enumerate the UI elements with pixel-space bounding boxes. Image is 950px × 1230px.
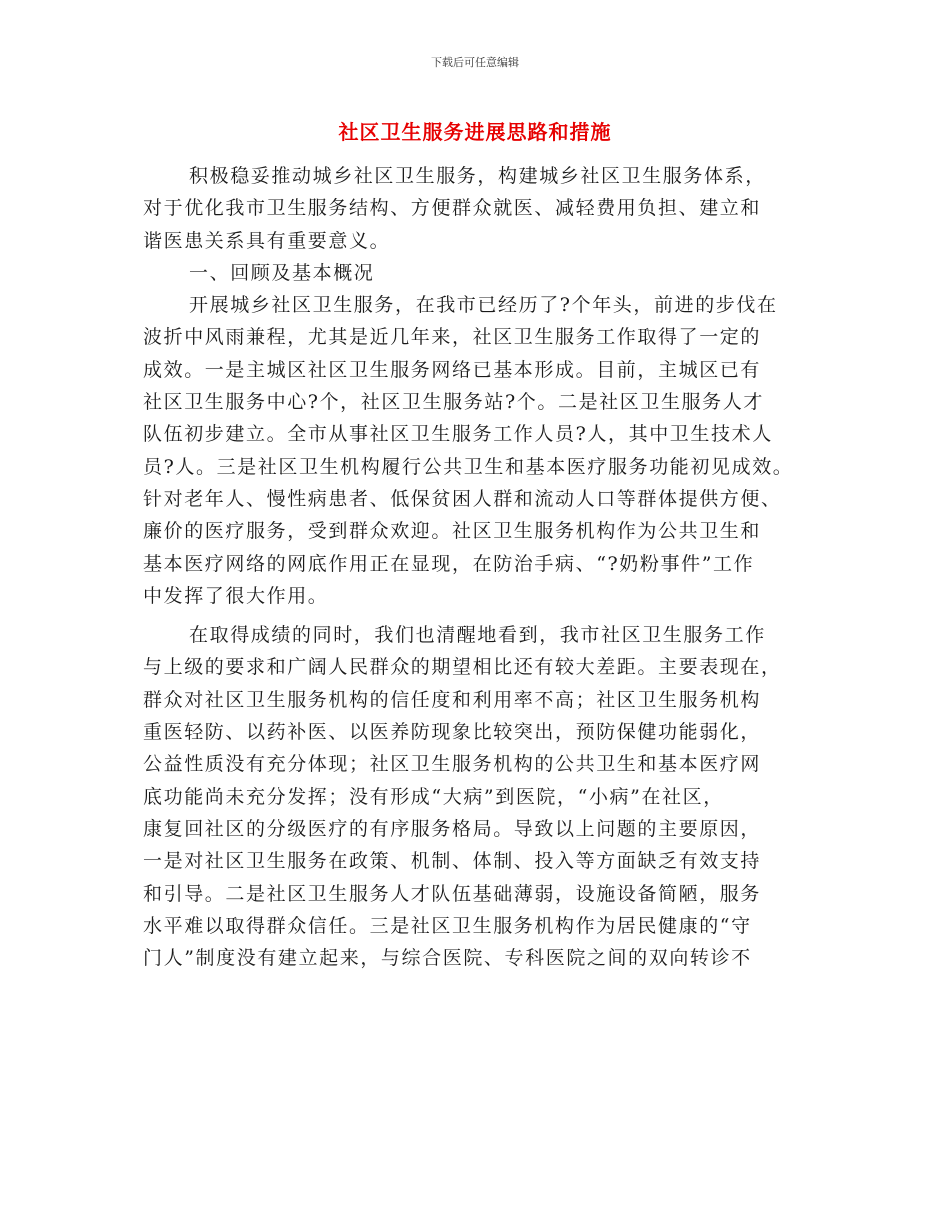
document-title: 社区卫生服务进展思路和措施 [338,120,612,144]
header-note: 下载后可任意编辑 [431,56,519,69]
text-line: 中发挥了很大作用。 [143,584,329,607]
text-line: 公益性质没有充分体现；社区卫生服务机构的公共卫生和基本医疗网 [143,753,762,776]
text-line: 对于优化我市卫生服务结构、方便群众就医、减轻费用负担、建立和 [143,197,762,220]
text-line: 波折中风雨兼程，尤其是近几年来，社区卫生服务工作取得了一定的 [143,326,762,349]
text-line: 与上级的要求和广阔人民群众的期望相比还有较大差距。主要表现在， [143,656,782,679]
text-line: 员?人。三是社区卫生机构履行公共卫生和基本医疗服务功能初见成效。 [143,455,794,478]
text-line: 基本医疗网络的网底作用正在显现，在防治手病、“?奶粉事件”工作 [143,552,755,575]
text-line: 开展城乡社区卫生服务，在我市已经历了?个年头，前进的步伐在 [189,294,778,317]
text-line: 门人”制度没有建立起来，与综合医院、专科医院之间的双向转诊不 [143,947,752,970]
text-line: 康复回社区的分级医疗的有序服务格局。导致以上问题的主要原因， [143,817,762,840]
text-line: 队伍初步建立。全市从事社区卫生服务工作人员?人，其中卫生技术人 [143,423,773,446]
text-line: 群众对社区卫生服务机构的信任度和利用率不高；社区卫生服务机构 [143,688,762,711]
text-line: 廉价的医疗服务，受到群众欢迎。社区卫生服务机构作为公共卫生和 [143,520,762,543]
text-line: 谐医患关系具有重要意义。 [143,229,391,252]
text-line: 重医轻防、以药补医、以医养防现象比较突出，预防保健功能弱化， [143,721,762,744]
document-body [143,160,823,974]
text-line: 社区卫生服务中心?个，社区卫生服务站?个。二是社区卫生服务人才 [143,391,764,414]
text-line: 积极稳妥推动城乡社区卫生服务，构建城乡社区卫生服务体系， [189,165,766,187]
text-line: 成效。一是主城区社区卫生服务网络已基本形成。目前，主城区已有 [143,358,762,381]
text-line: 在取得成绩的同时，我们也清醒地看到，我市社区卫生服务工作 [189,624,766,647]
section-heading: 一、回顾及基本概况 [189,261,375,284]
text-line: 一是对社区卫生服务在政策、机制、体制、投入等方面缺乏有效支持 [143,850,762,873]
text-line: 和引导。二是社区卫生服务人才队伍基础薄弱，设施设备简陋，服务 [143,882,762,905]
text-line: 底功能尚未充分发挥；没有形成“大病”到医院，“小病”在社区， [143,785,724,808]
text-line: 水平难以取得群众信任。三是社区卫生服务机构作为居民健康的“守 [143,914,752,937]
text-line: 针对老年人、慢性病患者、低保贫困人群和流动人口等群体提供方便、 [143,487,782,510]
